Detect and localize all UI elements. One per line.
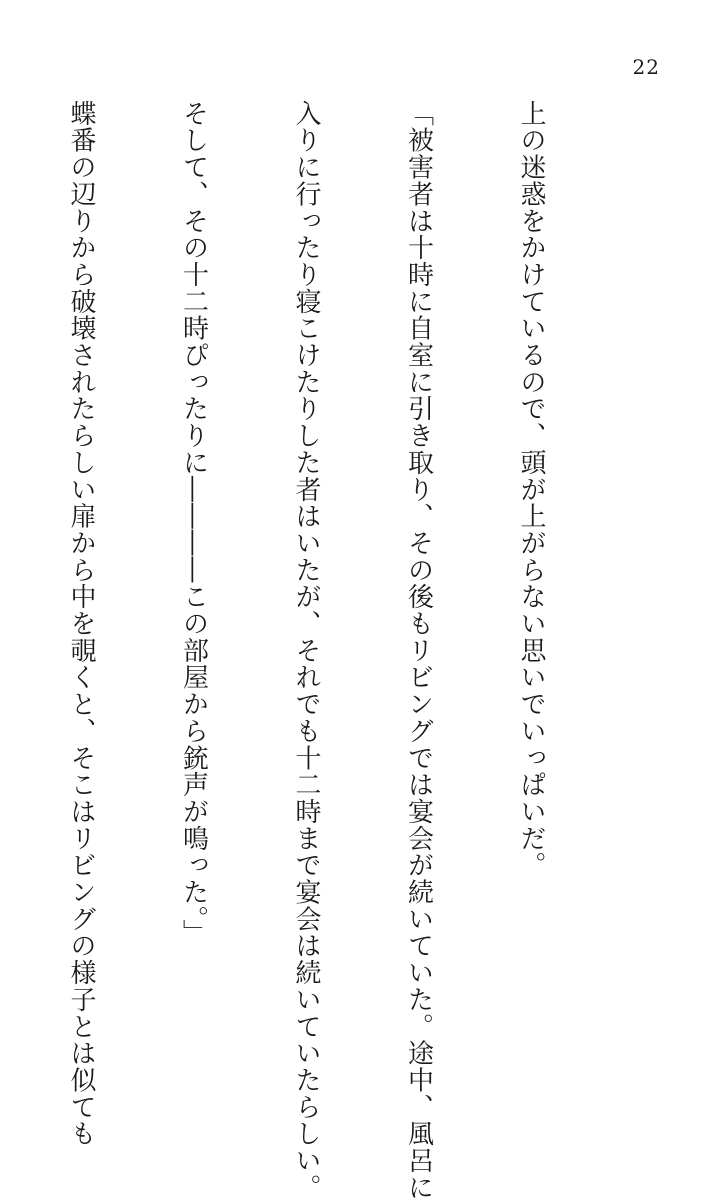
page-number: 22 [632, 55, 660, 79]
text-line: 蝶番の辺りから破壊されたらしい扉から中を覗くと、そこはリビングの様子とは似ても [66, 100, 96, 1148]
text-line: 入りに行ったり寝こけたりした者はいたが、それでも十二時まで宴会は続いていたらしい。 [291, 100, 321, 1201]
text-line: そして、その十二時ぴったりに――――この部屋から銃声が鳴った。」 [178, 100, 209, 947]
text-line: 上の迷惑をかけているので、頭が上がらない思いでいっぱいだ。 [516, 100, 546, 879]
text-line: 「被害者は十時に自室に引き取り、その後もリビングでは宴会が続いていた。途中、風呂に [403, 100, 434, 1201]
vertical-text-block [0, 100, 624, 1201]
